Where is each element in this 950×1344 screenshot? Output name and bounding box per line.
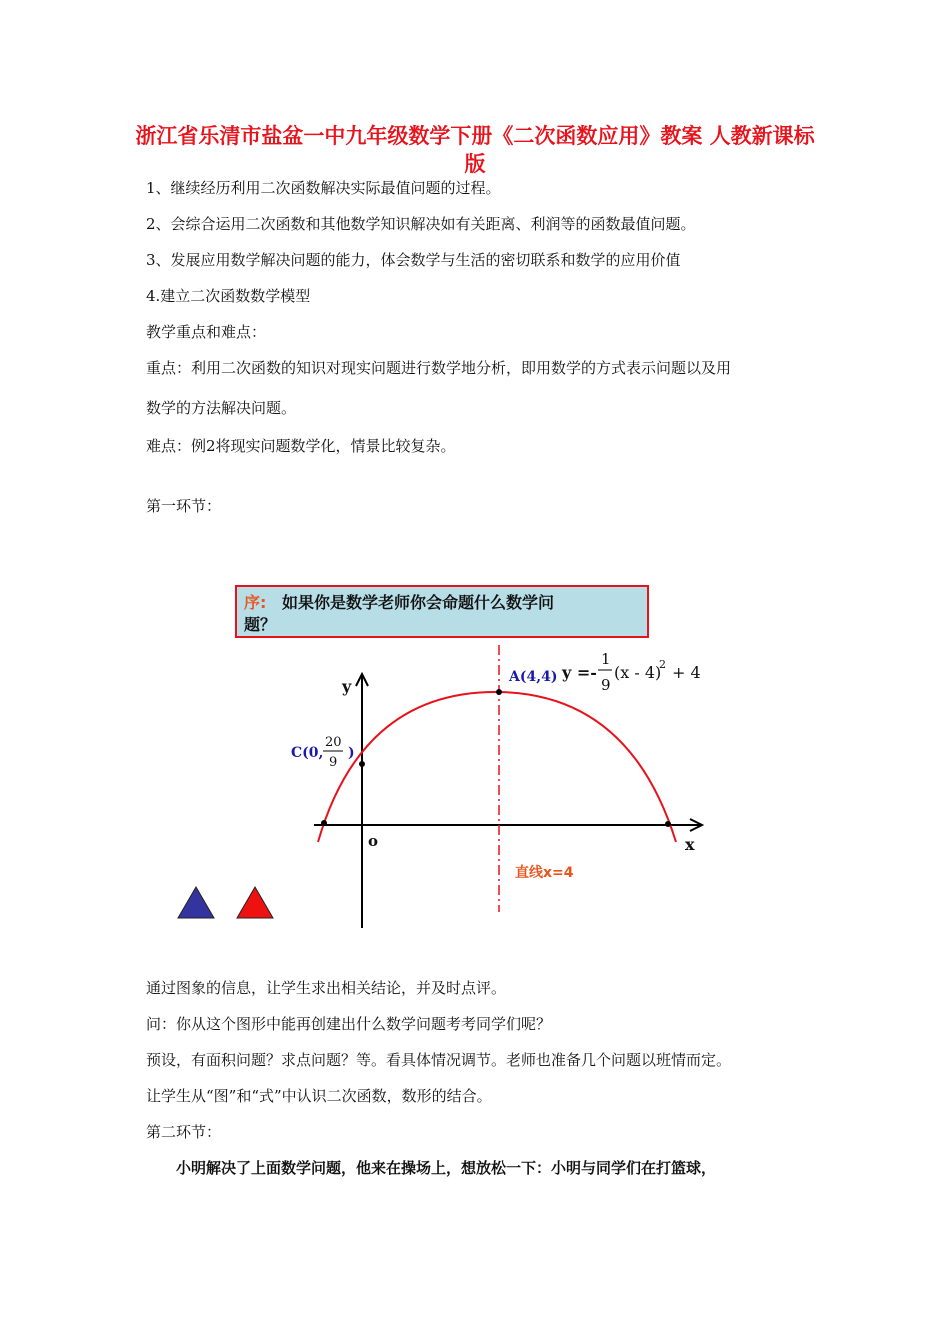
objective-1: 1、继续经历利用二次函数解决实际最值问题的过程。 bbox=[146, 179, 501, 197]
equation-tail: + 4 bbox=[672, 663, 701, 682]
objective-3: 3、发展应用数学解决问题的能力，体会数学与生活的密切联系和数学的应用价值 bbox=[146, 251, 681, 269]
x-axis-label: x bbox=[685, 835, 695, 854]
prompt-label: 序: bbox=[244, 593, 267, 612]
section-1-heading: 第一环节： bbox=[146, 497, 222, 515]
parabola-curve bbox=[318, 692, 676, 842]
objective-2: 2、会综合运用二次函数和其他数学知识解决如有关距离、利润等的函数最值问题。 bbox=[146, 215, 696, 233]
key-point-line-1: 重点：利用二次函数的知识对现实问题进行数学地分析，即用数学的方式表示问题以及用 bbox=[146, 359, 732, 377]
prompt-text-line-1: 如果你是数学老师你会命题什么数学问 bbox=[282, 593, 555, 612]
left-root-dot bbox=[321, 820, 327, 826]
equation-rhs: (x - 4) bbox=[614, 663, 662, 682]
section-2-paragraph: 小明解决了上面数学问题，他来在操场上，想放松一下：小明与同学们在打篮球， bbox=[176, 1159, 717, 1177]
y-axis-label: y bbox=[342, 677, 352, 696]
difficult-point: 难点：例2将现实问题数学化，情景比较复杂。 bbox=[146, 437, 456, 455]
point-c-dot bbox=[359, 761, 365, 767]
red-triangle-icon bbox=[237, 887, 273, 918]
document-title: 浙江省乐清市盐盆一中九年级数学下册《二次函数应用》教案 人教新课标版 bbox=[135, 124, 815, 176]
symmetry-axis-label: 直线x=4 bbox=[515, 865, 574, 881]
section-2-heading: 第二环节： bbox=[146, 1123, 222, 1141]
after-figure-4: 让学生从“图”和“式”中认识二次函数，数形的结合。 bbox=[146, 1087, 492, 1105]
after-figure-2: 问：你从这个图形中能再创建出什么数学问题考考同学们呢？ bbox=[146, 1015, 552, 1033]
equation-denominator: 9 bbox=[601, 676, 611, 694]
point-c-prefix: C(0, bbox=[291, 745, 324, 761]
point-c-suffix: ) bbox=[348, 745, 355, 761]
objective-4: 4.建立二次函数数学模型 bbox=[146, 287, 311, 305]
equation-numerator: 1 bbox=[601, 650, 611, 668]
after-figure-3: 预设，有面积问题？求点问题？等。看具体情况调节。老师也准备几个问题以班情而定。 bbox=[146, 1051, 732, 1069]
right-root-dot bbox=[665, 821, 671, 827]
key-point-line-2: 数学的方法解决问题。 bbox=[146, 399, 297, 417]
point-a-dot bbox=[496, 689, 502, 695]
after-figure-1: 通过图象的信息，让学生求出相关结论，并及时点评。 bbox=[146, 979, 507, 997]
point-a-label: A(4,4) bbox=[509, 669, 558, 685]
origin-label: o bbox=[368, 832, 379, 850]
key-points-heading: 教学重点和难点： bbox=[146, 323, 267, 341]
blue-triangle-icon bbox=[178, 887, 214, 918]
equation-lhs: y =- bbox=[562, 663, 597, 682]
prompt-text-line-2: 题？ bbox=[244, 615, 277, 634]
equation-exponent: 2 bbox=[659, 658, 666, 671]
point-c-denominator: 9 bbox=[329, 755, 338, 770]
point-c-numerator: 20 bbox=[325, 735, 342, 750]
